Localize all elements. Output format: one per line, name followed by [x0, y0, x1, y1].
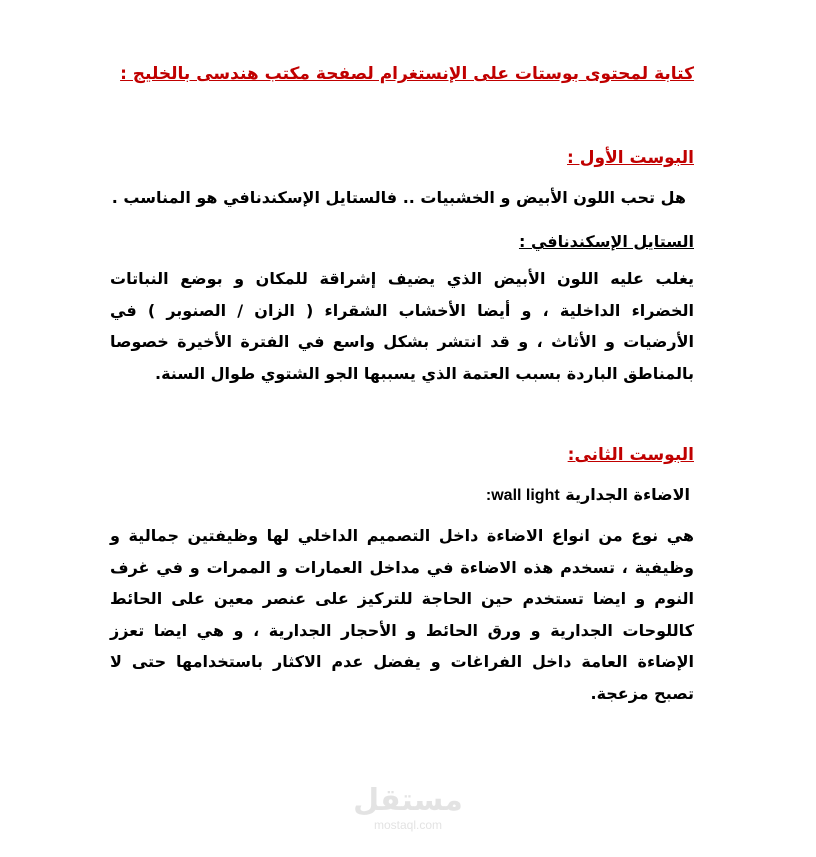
watermark-logo: مستقل	[353, 783, 463, 818]
post2-subheading-colon: :	[485, 487, 492, 504]
post2-subheading-english: wall light	[491, 487, 560, 504]
post2-heading: البوست الثانى:	[567, 445, 694, 465]
post2-subheading-arabic: الاضاءة الجدارية	[565, 485, 690, 504]
post1-heading: البوست الأول :	[567, 148, 694, 168]
post1-body: يغلب عليه اللون الأبيض الذي يضيف إشراقة للمكان و بوضع النباتات الخضراء الداخلية ، و أيضا الأخشاب الشقراء ( الزان / الصنوبر ) في الأرضيات و الأثاث ، و قد انتشر بشكل واسع في الفترة الأخيرة خصوصا بالمناطق الباردة بسبب العتمة الذي يسببها الجو الشتوي طوال السنة.	[110, 269, 694, 383]
post2-subheading	[486, 485, 690, 505]
post1-subheading: الستايل الإسكندنافي :	[518, 232, 694, 251]
post1-intro: هل تحب اللون الأبيض و الخشبيات .. فالستايل الإسكندنافي هو المناسب .	[111, 188, 686, 207]
document-title: كتابة لمحتوى بوستات على الإنستغرام لصفحة مكتب هندسى بالخليج :	[120, 64, 694, 84]
mostaql-watermark	[348, 784, 468, 840]
watermark-site: mostaql.com	[373, 818, 443, 832]
post2-body: هي نوع من انواع الاضاءة داخل التصميم الداخلي لها وظيفتين جمالية و وظيفية ، تسخدم هذه الاضاءة في مداخل العمارات و الممرات و في غرف النوم و ايضا تستخدم حين الحاجة للتركيز على عنصر معين على الحائط كاللوحات الجدارية و ورق الحائط و الأحجار الجدارية ، و هي ايضا تعزز الإضاءة العامة داخل الفراغات و يفضل عدم الاكثار باستخدامها حتى لا تصبح مزعجة.	[110, 526, 694, 703]
